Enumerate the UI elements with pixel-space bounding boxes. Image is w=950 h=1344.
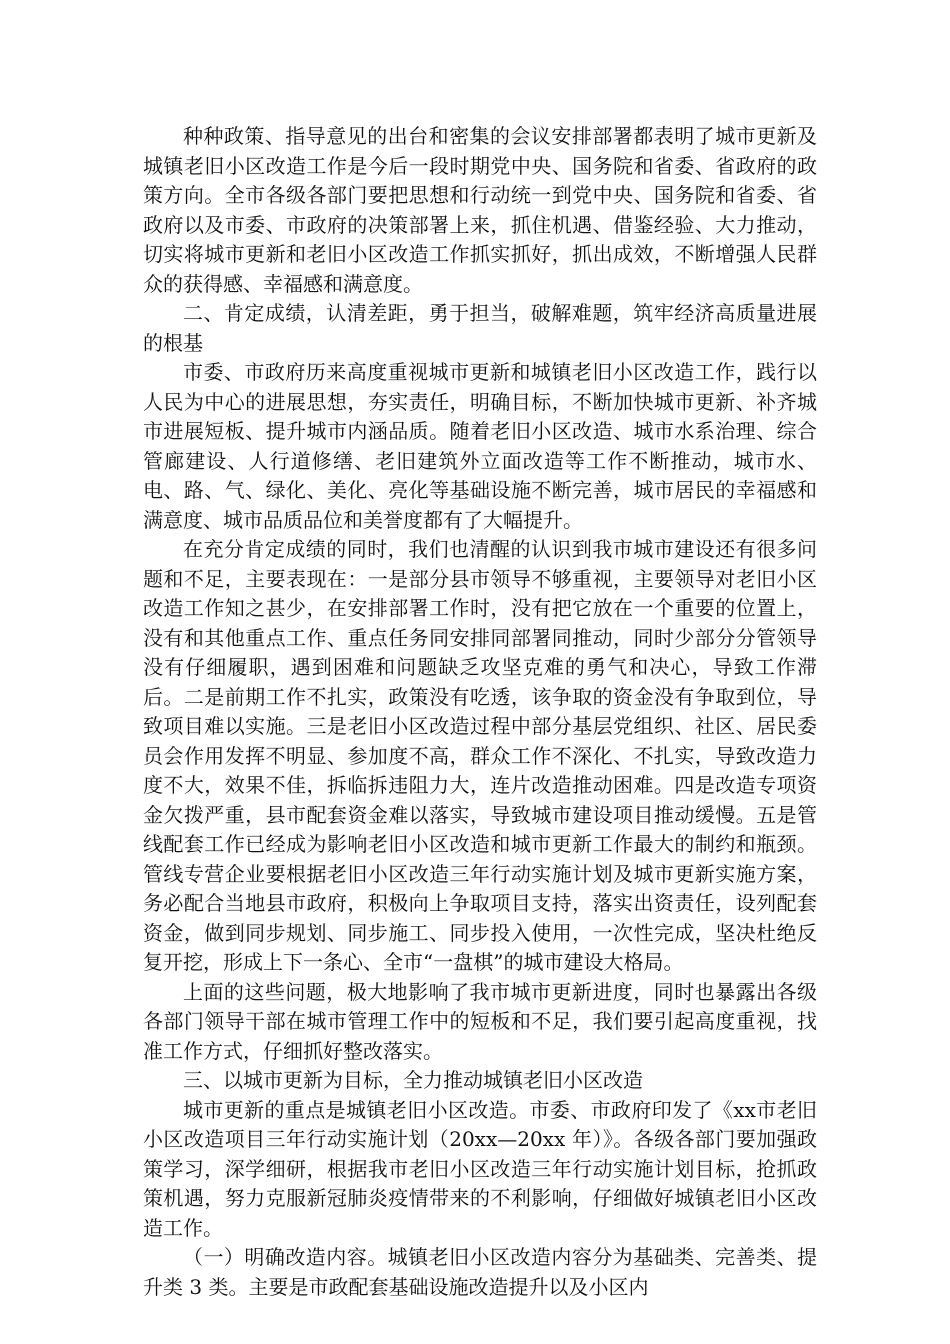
- paragraph-renovation-plan: 城市更新的重点是城镇老旧小区改造。市委、市政府印发了《xx市老旧小区改造项目三年行动实施计划（20xx—20xx 年）》。各级各部门要加强政策学习，深学细研，根据我市老旧小区改造三年行动实施计划目标，抢抓政策机遇，努力克服新冠肺炎疫情带来的不利影响，仔细做好城镇老旧小区改造工作。: [143, 1097, 817, 1240]
- paragraph-renovation-content: （一）明确改造内容。城镇老旧小区改造内容分为基础类、完善类、提升类 3 类。主要是市政配套基础设施改造提升以及小区内: [143, 1245, 817, 1299]
- paragraph-policy-direction: 种种政策、指导意见的出台和密集的会议安排部署都表明了城市更新及城镇老旧小区改造工作是今后一段时期党中央、国务院和省委、省政府的政策方向。全市各级各部门要把思想和行动统一到党中央、国务院和省委、省政府以及市委、市政府的决策部署上来，抓住机遇、借鉴经验、大力推动，切实将城市更新和老旧小区改造工作抓实抓好，抓出成效，不断增强人民群众的获得感、幸福感和满意度。: [143, 124, 817, 296]
- section-heading-two: 二、肯定成绩，认清差距，勇于担当，破解难题，筑牢经济高质量进展的根基: [143, 301, 817, 355]
- document-page: [143, 122, 817, 1302]
- paragraph-problem-summary: 上面的这些问题，极大地影响了我市城市更新进度，同时也暴露出各级各部门领导干部在城市管理工作中的短板和不足，我们要引起高度重视，找准工作方式，仔细抓好整改落实。: [143, 979, 817, 1063]
- paragraph-problems: 在充分肯定成绩的同时，我们也清醒的认识到我市城市建设还有很多问题和不足，主要表现在：一是部分县市领导不够重视，主要领导对老旧小区改造工作知之甚少，在安排部署工作时，没有把它放在一个重要的位置上，没有和其他重点工作、重点任务同安排同部署同推动，同时少部分分管领导没有仔细履职，遇到困难和问题缺乏攻坚克难的勇气和决心，导致工作滞后。二是前期工作不扎实，政策没有吃透，该争取的资金没有争取到位，导致项目难以实施。三是老旧小区改造过程中部分基层党组织、社区、居民委员会作用发挥不明显、参加度不高，群众工作不深化、不扎实，导致改造力度不大，效果不佳，拆临拆违阻力大，连片改造推动困难。四是改造专项资金欠拨严重，县市配套资金难以落实，导致城市建设项目推动缓慢。五是管线配套工作已经成为影响老旧小区改造和城市更新工作最大的制约和瓶颈。管线专营企业要根据老旧小区改造三年行动实施计划及城市更新实施方案，务必配合当地县市政府，积极向上争取项目支持，落实出资责任，设列配套资金，做到同步规划、同步施工、同步投入使用，一次性完成，坚决杜绝反复开挖，形成上下一条心、全市“一盘棋”的城市建设大格局。: [143, 537, 817, 974]
- section-heading-three: 三、以城市更新为目标，全力推动城镇老旧小区改造: [183, 1068, 643, 1092]
- paragraph-achievements: 市委、市政府历来高度重视城市更新和城镇老旧小区改造工作，践行以人民为中心的进展思想，夯实责任，明确目标，不断加快城市更新、补齐城市进展短板、提升城市内涵品质。随着老旧小区改造、城市水系治理、综合管廊建设、人行道修缮、老旧建筑外立面改造等工作不断推动，城市水、电、路、气、绿化、美化、亮化等基础设施不断完善，城市居民的幸福感和满意度、城市品质品位和美誉度都有了大幅提升。: [143, 360, 817, 532]
